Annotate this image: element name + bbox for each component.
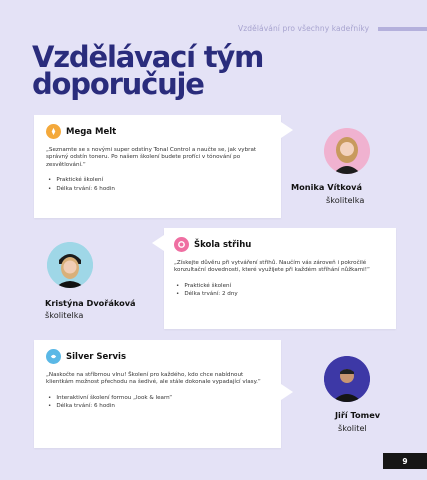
card-title: Silver Servis — [66, 351, 126, 362]
header-bar — [378, 27, 427, 31]
card-title-row — [46, 124, 269, 139]
skola-strihu-icon — [174, 237, 189, 252]
card-pointer — [281, 384, 293, 400]
mega-melt-icon — [46, 124, 61, 139]
card-bullets — [46, 176, 269, 193]
card-pointer — [152, 235, 164, 251]
list-item: • Délka trvání: 6 hodin — [46, 185, 269, 193]
person-role: školitelka — [326, 195, 365, 205]
avatar — [47, 242, 93, 288]
title-line-1: Vzdělávací tým — [32, 40, 264, 74]
person-role: školitel — [338, 423, 367, 433]
person-name: Kristýna Dvořáková — [45, 298, 136, 308]
page-number: 9 — [383, 453, 427, 469]
list-item: • Praktické školení — [174, 282, 384, 290]
course-card-skola-strihu — [164, 228, 396, 329]
person-role: školitelka — [45, 310, 84, 320]
person-name: Monika Vítková — [291, 182, 362, 192]
card-title-row — [174, 237, 384, 252]
card-bullets — [174, 282, 384, 299]
page-title — [32, 40, 264, 101]
avatar — [324, 128, 370, 174]
course-card-silver-servis — [34, 340, 281, 448]
title-line-2: doporučuje — [32, 67, 204, 101]
course-card-mega-melt — [34, 115, 281, 218]
header-text: Vzdělávání pro všechny kadeřníky — [238, 24, 370, 33]
card-title-row — [46, 349, 269, 364]
silver-servis-icon — [46, 349, 61, 364]
card-bullets — [46, 394, 269, 411]
list-item: • Interaktivní školení formou „look & learn“ — [46, 394, 269, 402]
card-pointer — [281, 122, 293, 138]
card-title: Škola střihu — [194, 239, 252, 250]
card-title: Mega Melt — [66, 126, 117, 137]
list-item: • Délka trvání: 6 hodin — [46, 402, 269, 410]
card-quote: „Seznamte se s novými super odstíny Tonal Control a naučte se, jak vybrat správný odstín toneru. Po našem školení budete profíci v tónování po zesvětlování.“ — [46, 147, 257, 168]
list-item: • Praktické školení — [46, 176, 269, 184]
person-name: Jiří Tomev — [335, 410, 381, 420]
card-quote: „Naskočte na stříbrnou vlnu! Školení pro každého, kdo chce nabídnout klientkám možnost přechodu na šedivé, ale stále dokonale vypadající vlasy.“ — [46, 372, 261, 386]
card-quote: „Získejte důvěru při vytváření střihů. Naučím vás zároveň i pokročilé konzultační dovednosti, které využijete při každém stříhání nůžkami!“ — [174, 260, 370, 274]
list-item: • Délka trvání: 2 dny — [174, 290, 384, 298]
avatar — [324, 356, 370, 402]
